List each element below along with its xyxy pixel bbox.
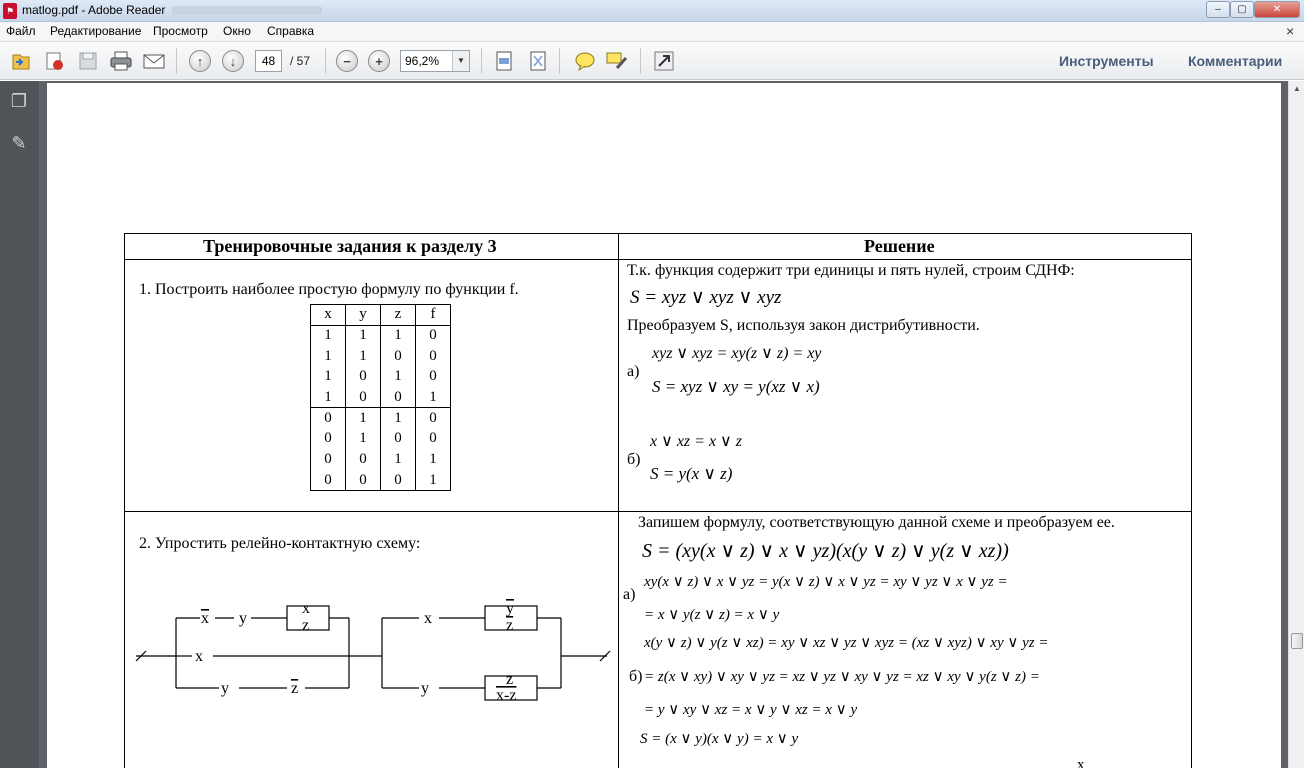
truth-table-row bbox=[311, 367, 451, 388]
truth-table-cell: 0 bbox=[346, 387, 381, 408]
truth-table-cell: 0 bbox=[346, 449, 381, 470]
expand-icon bbox=[653, 50, 675, 72]
truth-table-header bbox=[311, 305, 451, 326]
solution1-intro: Т.к. функция содержит три единицы и пять нулей, строим СДНФ: bbox=[627, 262, 1075, 279]
solution2-b-line1: = z(x ∨ xy) ∨ xy ∨ yz = xz ∨ yz ∨ xy ∨ yz = xz ∨ xy ∨ y(z ∨ z) = bbox=[644, 669, 1040, 685]
label-xz-box: x-z bbox=[496, 687, 517, 704]
menu-file[interactable]: Файл bbox=[6, 24, 36, 38]
truth-table-cell: 1 bbox=[311, 367, 346, 388]
window-title: matlog.pdf - Adobe Reader bbox=[22, 3, 166, 17]
solution2-formula: S = (xy(x ∨ z) ∨ x ∨ yz)(x(y ∨ z) ∨ y(z ∨ xz)) bbox=[642, 540, 1009, 562]
envelope-icon bbox=[142, 51, 166, 71]
truth-table-cell: 0 bbox=[416, 408, 451, 429]
solution1-sdnf: S = xyz ∨ xyz ∨ xyz bbox=[630, 287, 782, 308]
document-close-icon[interactable]: × bbox=[1286, 23, 1295, 39]
truth-table-cell: 0 bbox=[416, 346, 451, 367]
solution2-a-line1: xy(x ∨ z) ∨ x ∨ yz = y(x ∨ z) ∨ x ∨ yz = xy ∨ yz ∨ x ∨ yz = bbox=[644, 574, 1008, 590]
truth-table-column-header: x bbox=[311, 305, 346, 326]
truth-table-cell: 1 bbox=[346, 429, 381, 450]
truth-table-cell: 1 bbox=[346, 408, 381, 429]
solution2-label-a: а) bbox=[623, 586, 636, 603]
toolbar-separator bbox=[559, 48, 560, 74]
toolbar-separator bbox=[325, 48, 326, 74]
chevron-down-icon[interactable]: ▼ bbox=[452, 51, 469, 71]
comments-pane-button[interactable]: Комментарии bbox=[1188, 53, 1283, 69]
printer-icon bbox=[109, 50, 133, 72]
arrow-up-icon: ↑ bbox=[189, 50, 211, 72]
solution2-b-line2: = y ∨ xy ∨ xz = x ∨ y ∨ xz = x ∨ y bbox=[644, 702, 858, 718]
zoom-value: 96,2% bbox=[405, 54, 440, 68]
label-z-box: z bbox=[302, 617, 310, 634]
fit-width-button[interactable] bbox=[491, 48, 517, 74]
solution1-a-line2: S = xyz ∨ xy = y(xz ∨ x) bbox=[652, 377, 820, 396]
solution2-label-b: б) bbox=[629, 668, 643, 685]
truth-table-cell: 0 bbox=[346, 470, 381, 491]
toolbar-separator bbox=[481, 48, 482, 74]
highlight-button[interactable] bbox=[604, 48, 630, 74]
solution2-a-line2: = x ∨ y(z ∨ z) = x ∨ y bbox=[644, 607, 780, 623]
truth-table-cell: 0 bbox=[381, 346, 416, 367]
open-file-icon bbox=[10, 50, 32, 72]
truth-table-cell: 1 bbox=[381, 367, 416, 388]
page-number-input[interactable]: 48 bbox=[255, 50, 282, 72]
solution1-b-line2: S = y(x ∨ z) bbox=[650, 464, 733, 483]
print-button[interactable] bbox=[108, 48, 134, 74]
scroll-up-icon[interactable]: ▲ bbox=[1293, 84, 1301, 93]
truth-table-row bbox=[311, 470, 451, 491]
label-x-far: x bbox=[1077, 757, 1085, 768]
truth-table-cell: 0 bbox=[346, 367, 381, 388]
label-x-bar: x bbox=[201, 610, 209, 627]
toolbar-separator bbox=[640, 48, 641, 74]
paperclip-icon[interactable]: ✎ bbox=[11, 133, 27, 153]
create-pdf-button[interactable] bbox=[41, 48, 67, 74]
menu-view[interactable]: Просмотр bbox=[153, 24, 208, 38]
scroll-thumb[interactable] bbox=[1291, 633, 1303, 649]
minimize-button[interactable]: – bbox=[1206, 1, 1230, 18]
solution1-b-line1: x ∨ xz = x ∨ z bbox=[650, 433, 742, 450]
truth-table-cell: 1 bbox=[346, 325, 381, 346]
truth-table-cell: 0 bbox=[416, 367, 451, 388]
truth-table-cell: 0 bbox=[381, 470, 416, 491]
zoom-out-button[interactable] bbox=[334, 48, 360, 74]
truth-table-row bbox=[311, 449, 451, 470]
truth-table-cell: 0 bbox=[416, 429, 451, 450]
email-button[interactable] bbox=[141, 48, 167, 74]
menu-edit[interactable]: Редактирование bbox=[50, 24, 142, 38]
save-icon bbox=[77, 50, 99, 72]
next-page-button[interactable] bbox=[220, 48, 246, 74]
document-viewer[interactable] bbox=[39, 81, 1288, 768]
label-z-bar-bottom: z bbox=[291, 680, 299, 697]
maximize-button[interactable]: ▢ bbox=[1230, 1, 1254, 18]
relay-scheme bbox=[127, 588, 617, 708]
header-solution: Решение bbox=[864, 236, 935, 256]
truth-table-cell: 0 bbox=[381, 429, 416, 450]
menu-window[interactable]: Окно bbox=[223, 24, 251, 38]
solution2-intro: Запишем формулу, соответствующую данной схеме и преобразуем ее. bbox=[638, 514, 1115, 531]
next-scheme-fragment bbox=[1052, 757, 1112, 768]
adobe-reader-icon: ⚑ bbox=[3, 3, 17, 19]
fit-page-button[interactable] bbox=[525, 48, 551, 74]
truth-table-cell: 0 bbox=[311, 429, 346, 450]
truth-table-cell: 0 bbox=[311, 408, 346, 429]
label-y-right-bottom: y bbox=[421, 680, 429, 697]
truth-table-cell: 1 bbox=[346, 346, 381, 367]
label-x-mid: x bbox=[195, 648, 203, 665]
table-header-divider bbox=[124, 259, 1192, 260]
solution2-result: S = (x ∨ y)(x ∨ y) = x ∨ y bbox=[640, 731, 799, 747]
fullscreen-button[interactable] bbox=[651, 48, 677, 74]
label-y-top: y bbox=[239, 610, 247, 627]
table-border-left bbox=[124, 233, 125, 768]
label-x-right: x bbox=[424, 610, 432, 627]
solution1-transform: Преобразуем S, используя закон дистрибутивности. bbox=[627, 317, 980, 334]
save-button[interactable] bbox=[75, 48, 101, 74]
page-total-label: / 57 bbox=[290, 54, 311, 68]
label-y-bar-box: y bbox=[506, 600, 514, 617]
vertical-scrollbar[interactable] bbox=[1288, 81, 1304, 768]
truth-table-column-header: z bbox=[381, 305, 416, 326]
close-button[interactable]: ✕ bbox=[1254, 1, 1300, 18]
label-z-bar-box: z bbox=[506, 617, 514, 634]
fit-width-icon bbox=[493, 50, 515, 72]
create-pdf-icon bbox=[43, 50, 65, 72]
truth-table bbox=[310, 304, 451, 491]
arrow-down-icon: ↓ bbox=[222, 50, 244, 72]
solution1-label-a: а) bbox=[627, 363, 640, 380]
truth-table-cell: 1 bbox=[381, 325, 416, 346]
open-file-button[interactable] bbox=[8, 48, 34, 74]
task1-text: 1. Построить наиболее простую формулу по функции f. bbox=[139, 281, 519, 298]
toolbar-separator bbox=[176, 48, 177, 74]
zoom-select[interactable] bbox=[400, 50, 470, 72]
highlighter-icon bbox=[605, 50, 629, 72]
solution1-label-b: б) bbox=[627, 451, 641, 468]
tools-pane-button[interactable]: Инструменты bbox=[1059, 53, 1154, 69]
label-x-box: x bbox=[302, 600, 310, 617]
previous-page-button[interactable] bbox=[187, 48, 213, 74]
truth-table-cell: 1 bbox=[416, 449, 451, 470]
add-comment-button[interactable] bbox=[572, 48, 598, 74]
truth-table-cell: 1 bbox=[416, 387, 451, 408]
truth-table-row bbox=[311, 325, 451, 346]
truth-table-cell: 1 bbox=[381, 449, 416, 470]
task2-text: 2. Упростить релейно-контактную схему: bbox=[139, 535, 421, 552]
table-border-top bbox=[124, 233, 1192, 234]
truth-table-row bbox=[311, 408, 451, 429]
solution1-a-line1: xyz ∨ xyz = xy(z ∨ z) = xy bbox=[652, 345, 822, 362]
zoom-in-button[interactable] bbox=[366, 48, 392, 74]
truth-table-cell: 0 bbox=[416, 325, 451, 346]
truth-table-cell: 1 bbox=[381, 408, 416, 429]
truth-table-cell: 1 bbox=[416, 470, 451, 491]
truth-table-cell: 1 bbox=[311, 346, 346, 367]
truth-table-column-header: f bbox=[416, 305, 451, 326]
label-z-right-box: z bbox=[506, 671, 514, 688]
label-y-bottom: y bbox=[221, 680, 229, 697]
truth-table-row bbox=[311, 346, 451, 367]
truth-table-cell: 0 bbox=[381, 387, 416, 408]
fit-page-icon bbox=[527, 50, 549, 72]
speech-bubble-icon bbox=[573, 50, 597, 72]
plus-icon: + bbox=[368, 50, 390, 72]
truth-table-cell: 1 bbox=[311, 387, 346, 408]
solution2-a-line3: x(y ∨ z) ∨ y(z ∨ xz) = xy ∨ xz ∨ yz ∨ xyz = (xz ∨ xyz) ∨ xy ∨ yz = bbox=[644, 635, 1049, 651]
title-blur bbox=[172, 6, 322, 15]
truth-table-cell: 0 bbox=[311, 470, 346, 491]
table-column-divider bbox=[618, 233, 619, 768]
pages-icon[interactable]: ❐ bbox=[10, 91, 28, 111]
truth-table-cell: 0 bbox=[311, 449, 346, 470]
pdf-page bbox=[47, 83, 1281, 768]
header-tasks: Тренировочные задания к разделу 3 bbox=[203, 236, 497, 256]
table-border-right bbox=[1191, 233, 1192, 768]
truth-table-row bbox=[311, 429, 451, 450]
menu-bar bbox=[0, 22, 1304, 42]
truth-table-column-header: y bbox=[346, 305, 381, 326]
menu-help[interactable]: Справка bbox=[267, 24, 315, 38]
truth-table-row bbox=[311, 387, 451, 408]
title-bar bbox=[0, 0, 1304, 22]
truth-table-cell: 1 bbox=[311, 325, 346, 346]
table-row-divider bbox=[124, 511, 1192, 512]
left-navigation-pane bbox=[0, 81, 39, 768]
minus-icon: − bbox=[336, 50, 358, 72]
